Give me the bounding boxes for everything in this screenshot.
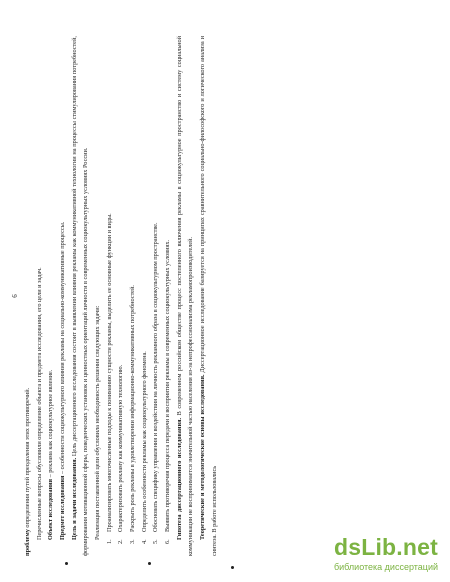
paragraph bbox=[22, 36, 34, 556]
task-number: 2. bbox=[117, 539, 125, 544]
task-number: 6. bbox=[163, 539, 171, 544]
page-number: 6 bbox=[11, 294, 19, 298]
task-item bbox=[162, 36, 174, 556]
paragraph-text: определения путей преодоления этих противоречий. bbox=[24, 387, 31, 530]
dslib-logo: dsLib.net bbox=[333, 534, 438, 560]
task-list bbox=[104, 36, 174, 556]
scan-dot bbox=[148, 562, 151, 565]
paragraph-text: Перечисленные вопросы обусловили определение объекта и предмета исследования, его цели и задач. bbox=[35, 267, 43, 540]
scan-dot bbox=[65, 562, 68, 565]
task-number: 3. bbox=[128, 539, 136, 544]
paragraph-lead: Предмет исследования bbox=[58, 475, 66, 540]
paragraph-text: Цель диссертационного исследования состоит в выявлении влияния рекламы как коммуникативной технологии на процессы стимулирования потребностей, формирования мотивационной сферы, поведенческих установок и ценностных ориентаций личности в современных социокультурных условиях России. bbox=[70, 36, 90, 556]
paragraph-text: В современном российском обществе процесс постепенного включения рекламы в социокультурное пространство и систему социальной коммуникации не воспринимается значительной частью населения из-за непрофессионализма рекламопроизводителей. bbox=[175, 36, 195, 556]
task-item bbox=[127, 36, 139, 556]
task-number: 5. bbox=[152, 539, 160, 544]
paragraph bbox=[34, 36, 46, 556]
task-text: Проанализировать многочисленные подходы к пониманию сущности рекламы, выделить ее основные функции и виды. bbox=[105, 213, 113, 532]
intro-paragraphs bbox=[22, 36, 104, 556]
paragraph bbox=[197, 36, 220, 556]
task-number: 1. bbox=[105, 539, 113, 544]
rotated-document-page bbox=[11, 36, 422, 556]
paragraph-lead: Объект исследования bbox=[47, 478, 55, 540]
task-item bbox=[139, 36, 151, 556]
dslib-caption: библиотека диссертаций bbox=[333, 562, 438, 572]
task-item bbox=[104, 36, 116, 556]
scan-dot bbox=[231, 566, 234, 569]
paragraph bbox=[57, 36, 69, 556]
paragraph-lead: Цель и задачи исследования. bbox=[70, 457, 78, 540]
paragraph-lead: проблему bbox=[24, 529, 31, 556]
paragraph bbox=[69, 36, 92, 556]
task-number: 4. bbox=[140, 539, 148, 544]
paragraph-text: – реклама как социокультурное явление. bbox=[47, 369, 55, 479]
task-text: Определить особенности рекламы как социокультурного феномена. bbox=[140, 351, 148, 532]
paragraph-lead: Теоретические и методологические основы исследования. bbox=[198, 374, 206, 540]
dslib-watermark bbox=[332, 534, 438, 574]
paragraph-lead: Гипотеза диссертационного исследования. bbox=[175, 417, 183, 540]
task-text: Раскрыть роль рекламы в удовлетворении информационно-коммуникативных потребностей. bbox=[128, 285, 136, 532]
task-text: Охарактеризовать рекламу как коммуникативную технологию. bbox=[117, 364, 125, 532]
paragraph bbox=[92, 36, 104, 556]
paragraph-text: Диссертационное исследование базируется на принципах сравнительного социально-философского и логического анализа и синтеза. В работе использовались bbox=[198, 36, 218, 556]
task-text: Выявить противоречия процесса передачи и восприятия рекламы в современных социокультурных условиях. bbox=[163, 239, 171, 532]
paragraph-text: Реализация поставленной цели обусловила необходимость решения следующих задачи: bbox=[93, 305, 101, 540]
paragraph bbox=[45, 36, 57, 556]
task-text: Обосновать специфику управления и воздействия на личность рекламного образа в социокультурном пространстве. bbox=[152, 222, 160, 532]
task-item bbox=[150, 36, 162, 556]
closing-paragraphs bbox=[174, 36, 221, 556]
paragraph-text: – особенности социокультурного влияния рекламы на социально-коммуникативные процессы. bbox=[58, 221, 66, 476]
paragraph bbox=[174, 36, 197, 556]
task-item bbox=[115, 36, 127, 556]
